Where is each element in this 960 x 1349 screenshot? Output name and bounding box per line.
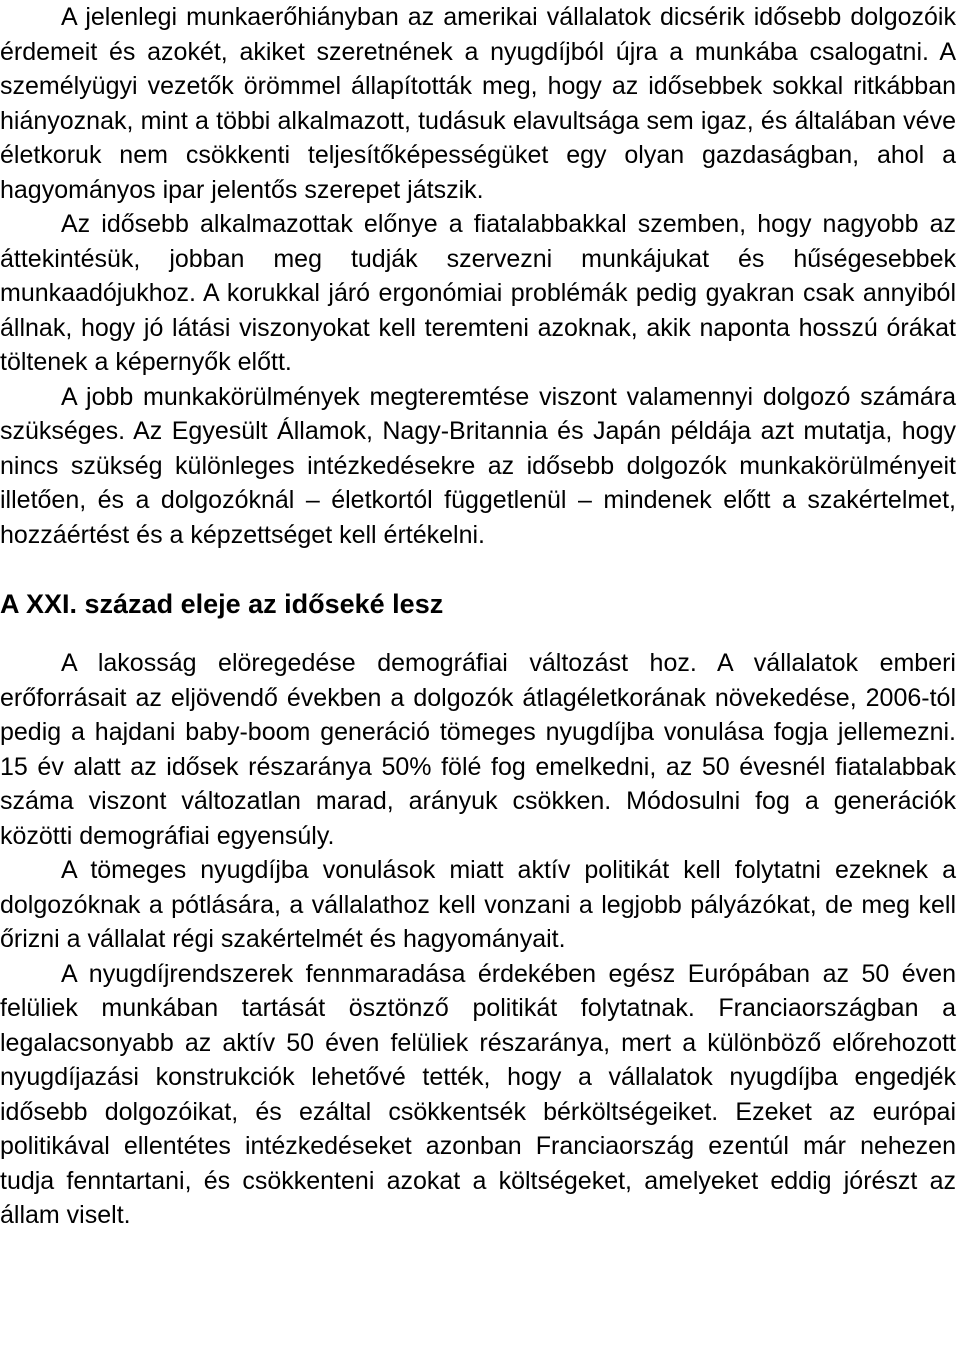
paragraph-pension-systems: A nyugdíjrendszerek fennmaradása érdekében egész Európában az 50 éven felüliek munkában tartását ösztönző politikát folytatnak. Franciaországban a legalacsonyabb az aktív 50 éven felüliek részaránya, mert a különböző előrehozott nyugdíjazási konstrukciók lehetővé tették, hogy a vállalatok nyugdíjba engedjék idősebb dolgozóikat, és ezáltal csökkentsék bérköltségeiket. Ezeket az európai politikával ellentétes intézkedéseket azonban Franciaország ezentúl már nehezen tudja fenntartani, és csökkenteni azokat a költségeket, amelyeket eddig jórészt az állam viselt. (0, 959, 956, 1229)
paragraph-demographics: A lakosság elöregedése demográfiai változást hoz. A vállalatok emberi erőforrásait az eljövendő években a dolgozók átlagéletkorának növekedése, 2006-tól pedig a hajdani baby-boom generáció tömeges nyugdíjba vonulása fogja jellemezni. 15 év alatt az idősek részaránya 50% fölé fog emelkedni, az 50 évesnél fiatalabbak száma viszont változatlan marad, arányuk csökken. Módosulni fog a generációk közötti demográfiai egyensúly. (0, 649, 956, 850)
paragraph-working-conditions: A jobb munkakörülmények megteremtése viszont valamennyi dolgozó számára szükséges. Az Egyesült Államok, Nagy-Britannia és Japán példája azt mutatja, hogy nincs szükség különleges intézkedésekre az idősebb dolgozók munkakörülményeit illetően, és a dolgozóknál – életkortól függetlenül – mindenek előtt a szakértelmet, hozzáértést és a képzettséget kell értékelni. (0, 382, 956, 549)
paragraph-retirement-policy: A tömeges nyugdíjba vonulások miatt aktív politikát kell folytatni ezeknek a dolgozóknak a pótlására, a vállalathoz kell vonzani a legjobb pályázókat, de meg kell őrizni a vállalat régi szakértelmét és hagyományait. (0, 856, 956, 953)
paragraph-advantages: Az idősebb alkalmazottak előnye a fiatalabbakkal szemben, hogy nagyobb az áttekintésük, jobban meg tudják szervezni munkájukat és hűségesebbek munkaadójukhoz. A korukkal járó ergonómiai problémák pedig gyakran csak annyiból állnak, hogy jó látási viszonyokat kell teremteni azoknak, akik naponta hosszú órákat töltenek a képernyők előtt. (0, 210, 956, 376)
section-heading: A XXI. század eleje az időseké lesz (0, 589, 444, 619)
paragraph-intro: A jelenlegi munkaerőhiányban az amerikai vállalatok dicsérik idősebb dolgozóik érdemeit és azokét, akiket szeretnének a nyugdíjból újra a munkába csalogatni. A személyügyi vezetők örömmel állapították meg, hogy az idősebbek sokkal ritkábban hiányoznak, mint a többi alkalmazott, tudásuk elavultsága sem igaz, és általában véve életkoruk nem csökkenti teljesítőképességüket egy olyan gazdaságban, ahol a hagyományos ipar jelentős szerepet játszik. (0, 3, 956, 204)
